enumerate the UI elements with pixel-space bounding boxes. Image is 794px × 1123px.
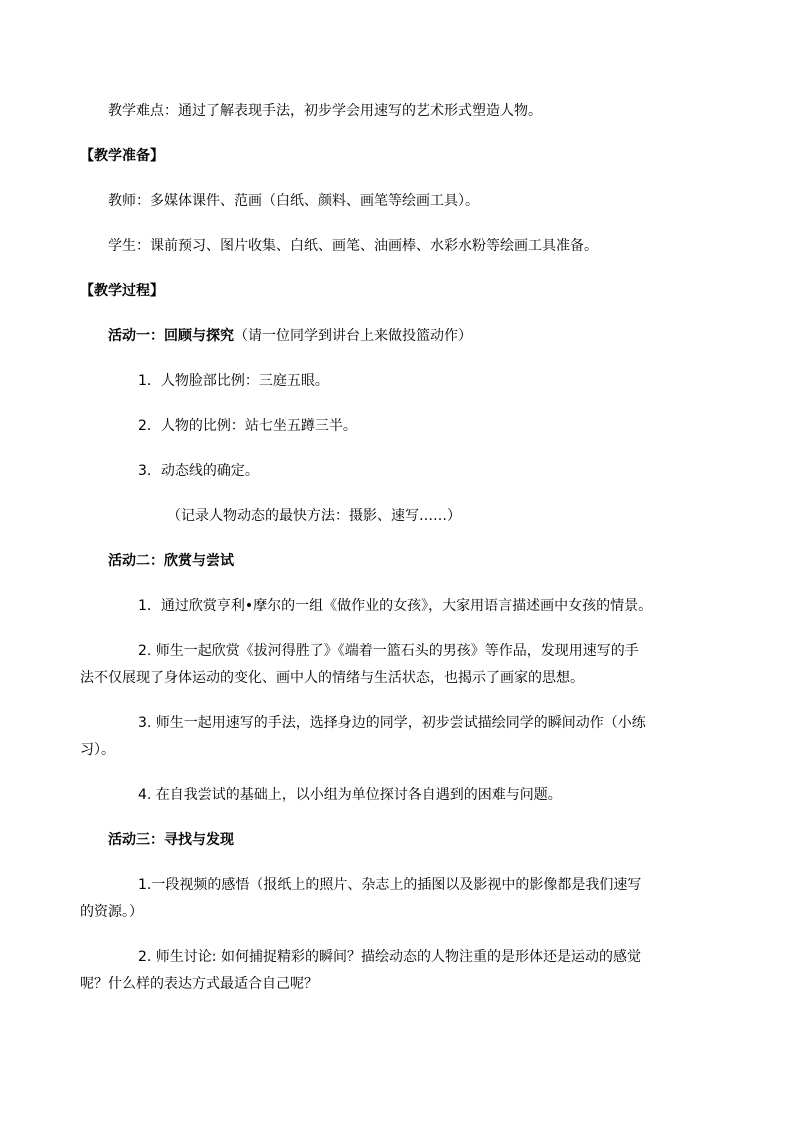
activity1-item-2: 2．人物的比例：站七坐五蹲三半。 (138, 418, 357, 434)
activity1-note: （请一位同学到讲台上来做投篮动作） (234, 328, 472, 344)
section-heading-preparation: 【教学准备】 (80, 148, 164, 164)
activity3-item-1-line-2: 的资源。） (80, 904, 143, 920)
activity2-item-3-line-2: 习）。 (80, 742, 115, 758)
activity1-heading (108, 326, 472, 346)
activity1-title: 活动一：回顾与探究 (108, 328, 234, 344)
activity2-item-3-line-1: 3. 师生一起用速写的手法，选择身边的同学，初步尝试描绘同学的瞬间动作（小练 (138, 715, 646, 731)
prep-student: 学生：课前预习、图片收集、白纸、画笔、油画棒、水彩水粉等绘画工具准备。 (108, 238, 598, 254)
prep-teacher: 教师：多媒体课件、范画（白纸、颜料、画笔等绘画工具）。 (108, 193, 479, 209)
activity2-item-1: 1．通过欣赏亨利•摩尔的一组《做作业的女孩》，大家用语言描述画中女孩的情景。 (138, 598, 653, 614)
activity3-item-2-line-2: 呢？什么样的表达方式最适合自己呢？ (80, 976, 318, 992)
section-heading-process: 【教学过程】 (80, 283, 164, 299)
activity3-item-1-line-1: 1.一段视频的感悟（报纸上的照片、杂志上的插图以及影视中的影像都是我们速写 (138, 877, 642, 893)
activity2-title: 活动二：欣赏与尝试 (108, 553, 234, 569)
activity1-aside: （记录人物动态的最快方法：摄影、速写……） (167, 508, 461, 524)
activity2-item-2-line-2: 法不仅展现了身体运动的变化、画中人的情绪与生活状态，也揭示了画家的思想。 (80, 670, 584, 686)
activity3-title: 活动三：寻找与发现 (108, 832, 234, 848)
activity2-item-2-line-1: 2. 师生一起欣赏《拔河得胜了》《端着一篮石头的男孩》等作品，发现用速写的手 (138, 643, 639, 659)
activity1-item-1: 1．人物脸部比例：三庭五眼。 (138, 373, 329, 389)
activity3-item-2-line-1: 2. 师生讨论: 如何捕捉精彩的瞬间？描绘动态的人物注重的是形体还是运动的感觉 (138, 949, 641, 965)
activity2-item-4: 4. 在自我尝试的基础上，以小组为单位探讨各自遇到的困难与问题。 (138, 787, 562, 803)
activity1-item-3: 3．动态线的确定。 (138, 463, 259, 479)
teaching-difficulty: 教学难点：通过了解表现手法，初步学会用速写的艺术形式塑造人物。 (108, 103, 542, 119)
